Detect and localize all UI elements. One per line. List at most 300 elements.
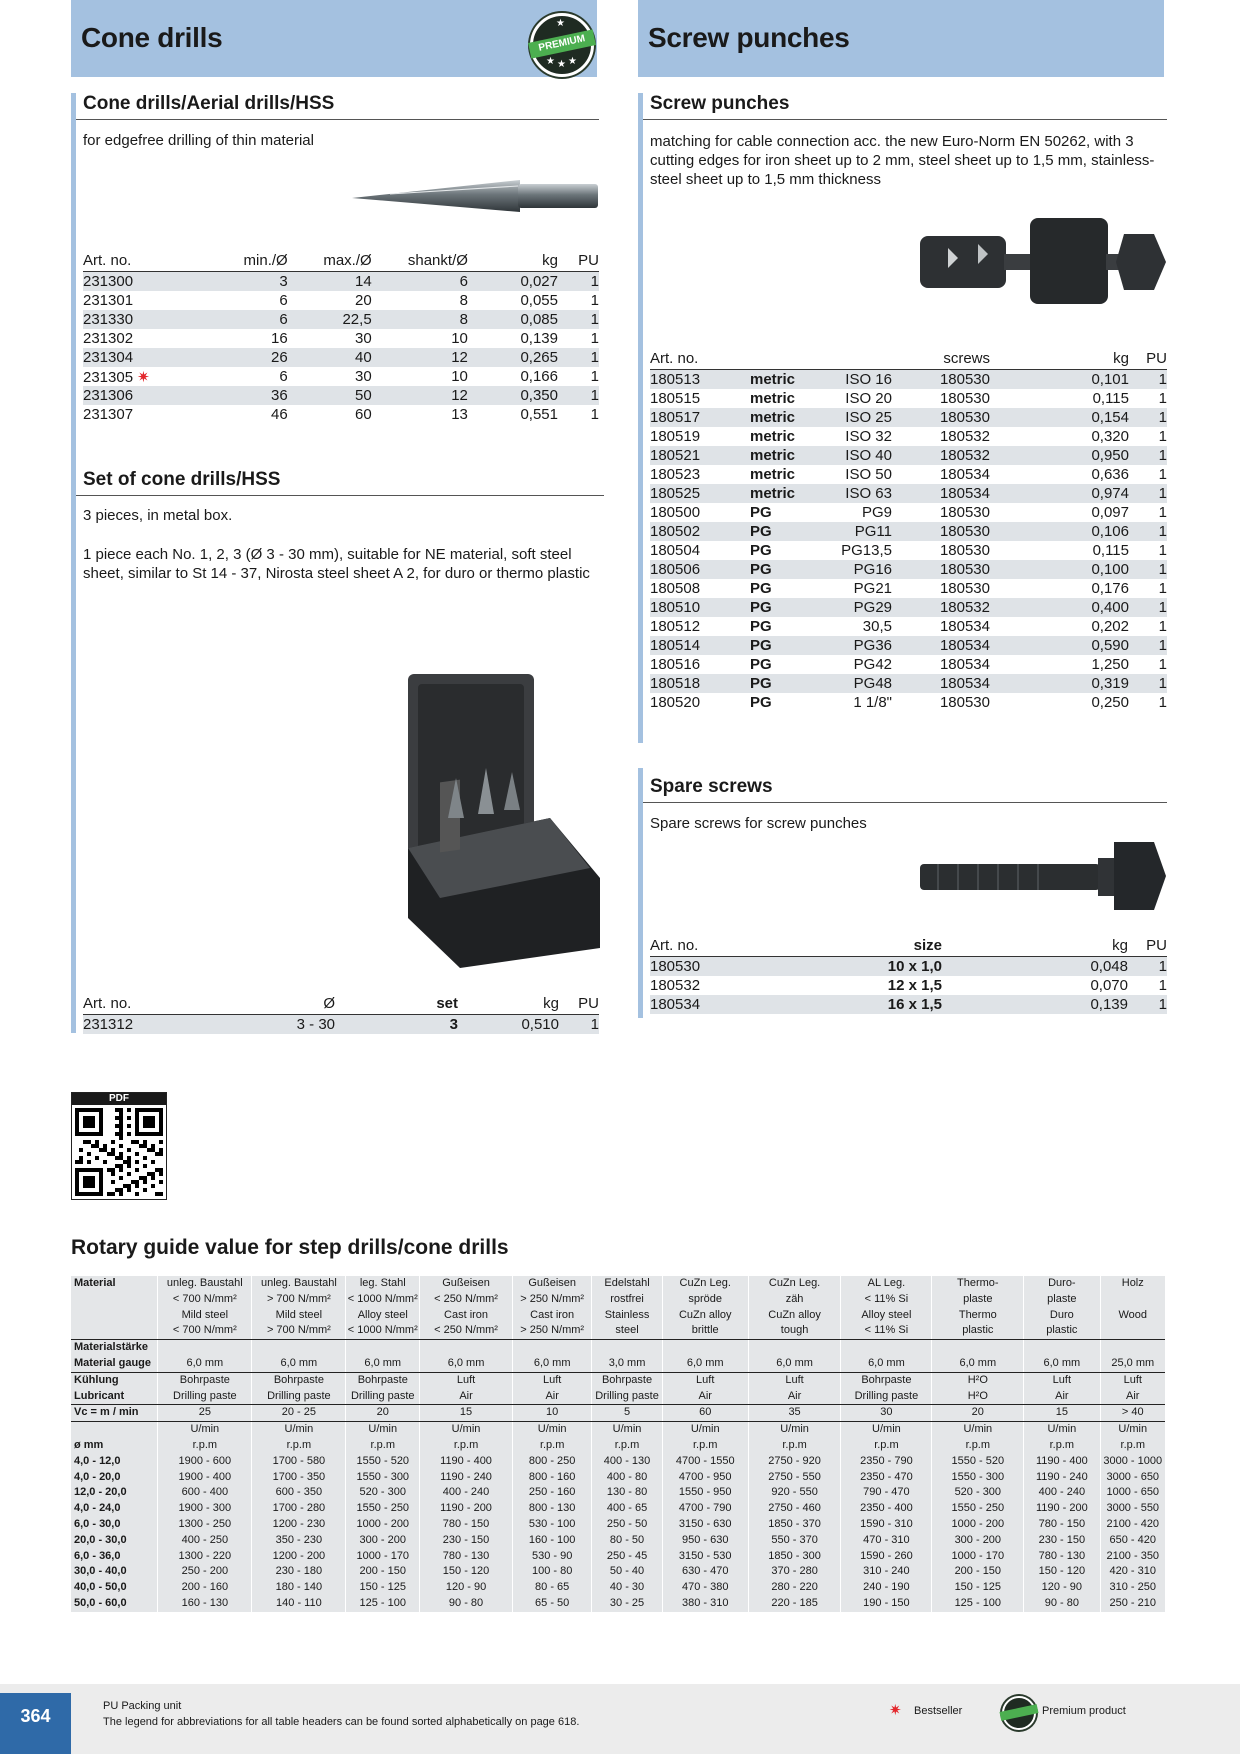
cell: Bohrpaste [158, 1372, 252, 1388]
cell: 530 - 100 [512, 1517, 591, 1533]
cell: PG [750, 560, 830, 579]
cell: 1190 - 200 [1024, 1501, 1100, 1517]
premium-legend-icon [1002, 1696, 1036, 1730]
cell: 26 [206, 348, 288, 367]
cell: 1 [1158, 466, 1167, 483]
cell: 1900 - 400 [158, 1470, 252, 1486]
set-line-2: 1 piece each No. 1, 2, 3 (Ø 3 - 30 mm), suitable for NE material, soft steel sheet, similar to St 14 - 37, Nirosta steel sheet A 2, for duro or thermo plastic [83, 546, 590, 582]
cell: 231305 ✷ [83, 368, 150, 386]
cell: 180530 [939, 542, 990, 559]
cell: 2100 - 420 [1100, 1517, 1165, 1533]
table-row [650, 541, 1167, 560]
column-header: Art. no. [83, 994, 223, 1015]
cell: 180520 [650, 694, 701, 711]
cell: 1550 - 520 [932, 1454, 1024, 1470]
cell: Gußeisen [512, 1276, 591, 1292]
cell: 200 - 150 [346, 1564, 420, 1580]
table-row [650, 693, 1167, 712]
cell: 100 - 80 [512, 1564, 591, 1580]
cell: 46 [271, 406, 288, 423]
cell: Air [512, 1389, 591, 1405]
column-header: min./Ø [206, 251, 288, 272]
table-row [83, 1015, 599, 1035]
cell: 180517 [650, 408, 750, 427]
cell: Mild steel [252, 1308, 346, 1324]
table-row [83, 291, 599, 310]
cell: 350 - 230 [252, 1533, 346, 1549]
cell: 0,027 [468, 272, 558, 292]
cell: 3000 - 650 [1100, 1470, 1165, 1486]
cell: 0,265 [468, 348, 558, 367]
cell: 520 - 300 [932, 1485, 1024, 1501]
cell: 1900 - 300 [158, 1501, 252, 1517]
cell: 6,0 mm [346, 1356, 420, 1372]
cell: plaste [1024, 1292, 1100, 1308]
cell: 1 [1129, 446, 1167, 465]
cell: 2750 - 550 [748, 1470, 841, 1486]
cell: 0,974 [990, 484, 1129, 503]
table-row [650, 957, 1167, 977]
table-row [71, 1501, 1165, 1517]
cell: r.p.m [252, 1438, 346, 1454]
cell: PG [750, 522, 830, 541]
cell: U/min [748, 1422, 841, 1438]
cell: 1000 - 200 [932, 1517, 1024, 1533]
cell: ISO 50 [845, 466, 892, 483]
cell: 1 [1158, 618, 1167, 635]
cell: r.p.m [662, 1438, 748, 1454]
qr-code[interactable] [71, 1092, 167, 1200]
cell: 1 [1129, 522, 1167, 541]
cell: 1700 - 280 [252, 1501, 346, 1517]
column-header: PU [1128, 936, 1167, 957]
table-row [650, 674, 1167, 693]
row-label: Materialstärke [71, 1340, 158, 1356]
cell: U/min [932, 1422, 1024, 1438]
cell: 30 [354, 368, 372, 385]
cell: 370 - 280 [748, 1564, 841, 1580]
cell: 120 - 90 [1024, 1580, 1100, 1596]
cell: 1 [1158, 504, 1167, 521]
cell: 180532 [892, 446, 990, 465]
metal-box-image [400, 668, 602, 968]
table-row [650, 598, 1167, 617]
cell: U/min [420, 1422, 513, 1438]
table-row [650, 389, 1167, 408]
cell: 400 - 130 [592, 1454, 662, 1470]
cell: 1 [1129, 370, 1167, 390]
cell: 1190 - 240 [1024, 1470, 1100, 1486]
cell: 90 - 80 [420, 1596, 513, 1612]
page-number: 364 [0, 1693, 71, 1754]
cell: 1000 - 170 [346, 1549, 420, 1565]
cell: Drilling paste [592, 1389, 662, 1405]
cell: 60 [354, 406, 372, 423]
row-label [71, 1292, 158, 1308]
cell: 1 [559, 1015, 599, 1035]
cell: 1 [558, 348, 599, 367]
cell: 10 [451, 330, 468, 347]
premium-legend-label: Premium product [1042, 1705, 1126, 1717]
cell: CuZn Leg. [662, 1276, 748, 1292]
qr-code-icon [75, 1108, 163, 1196]
cell: 2750 - 460 [748, 1501, 841, 1517]
cell: 150 - 120 [1024, 1564, 1100, 1580]
cell: plastic [1024, 1323, 1100, 1339]
cell: < 1000 N/mm² [346, 1323, 420, 1339]
cell: 14 [288, 272, 372, 292]
cell: steel [592, 1323, 662, 1339]
table-row [71, 1454, 1165, 1470]
table-row [83, 386, 599, 405]
cell: 1190 - 240 [420, 1470, 513, 1486]
rotary-title: Rotary guide value for step drills/cone drills [71, 1236, 509, 1259]
column-header: kg [458, 994, 559, 1015]
cell [420, 1340, 513, 1356]
cell: metric [750, 466, 796, 483]
cell: r.p.m [932, 1438, 1024, 1454]
cell: 180534 [650, 995, 780, 1014]
set-cone-drills-title: Set of cone drills/HSS [76, 469, 604, 496]
cell: 790 - 470 [841, 1485, 932, 1501]
cell: metric [750, 484, 830, 503]
cell: U/min [1100, 1422, 1165, 1438]
screw-punches-description: matching for cable connection acc. the new Euro-Norm EN 50262, with 3 cutting edges for iron sheet up to 2 mm, steel sheet up to 1,5 mm, stainless-steel sheet up to 1,5 mm thickness [650, 133, 1155, 188]
cell: 3 [206, 272, 288, 292]
cell: 0,636 [1091, 466, 1129, 483]
left-section-bar [71, 93, 76, 1033]
table-header-row [83, 994, 599, 1015]
cell: Luft [1100, 1372, 1165, 1388]
cone-drills-section [76, 93, 599, 149]
cell: Alloy steel [841, 1308, 932, 1324]
cell: 800 - 250 [512, 1454, 591, 1470]
cell: 231301 [83, 292, 134, 309]
cell: < 250 N/mm² [420, 1323, 513, 1339]
cell: 0,139 [520, 330, 558, 347]
cell: PG [750, 674, 830, 693]
cell: 180530 [939, 390, 990, 407]
cell: r.p.m [1024, 1438, 1100, 1454]
right-header-title: Screw punches [648, 22, 850, 53]
cell: 35 [748, 1405, 841, 1422]
cell: 0,176 [1091, 580, 1129, 597]
cell: zäh [748, 1292, 841, 1308]
cell: tough [748, 1323, 841, 1339]
cell: 0,320 [1091, 428, 1129, 445]
cell: 231306 [83, 386, 206, 405]
qr-pdf-label: PDF [72, 1093, 166, 1105]
cell: 12 [372, 386, 468, 405]
cell: 1300 - 220 [158, 1549, 252, 1565]
table-header-row [650, 349, 1167, 370]
cell: 6,0 mm [252, 1356, 346, 1372]
column-header [750, 349, 830, 370]
cell: 240 - 190 [841, 1580, 932, 1596]
table-row [71, 1470, 1165, 1486]
table-row [650, 465, 1167, 484]
cell: 231300 [83, 272, 206, 292]
cell: Air [1100, 1389, 1165, 1405]
table-row [83, 348, 599, 367]
cell: 0,085 [468, 310, 558, 329]
cell: 780 - 150 [1024, 1517, 1100, 1533]
cell: 200 - 160 [158, 1580, 252, 1596]
row-label [71, 1323, 158, 1339]
cell: 125 - 100 [932, 1596, 1024, 1612]
cell: 3000 - 1000 [1100, 1454, 1165, 1470]
cell: Bohrpaste [841, 1372, 932, 1388]
cell: 470 - 380 [662, 1580, 748, 1596]
cell [748, 1340, 841, 1356]
cell: 180521 [650, 446, 750, 465]
table-row [650, 484, 1167, 503]
spare-screws-section [643, 776, 1167, 832]
cell: 2350 - 470 [841, 1470, 932, 1486]
cell: Duro [1024, 1308, 1100, 1324]
screw-punch-image [918, 214, 1168, 310]
table-row [71, 1372, 1165, 1388]
table-row [71, 1323, 1165, 1339]
row-label: 40,0 - 50,0 [71, 1580, 158, 1596]
set-cone-drills-section [71, 469, 604, 496]
cell: 1850 - 300 [748, 1549, 841, 1565]
cell: 180506 [650, 560, 750, 579]
table-row [650, 427, 1167, 446]
cell: 800 - 160 [512, 1470, 591, 1486]
cell: spröde [662, 1292, 748, 1308]
cell: 300 - 200 [932, 1533, 1024, 1549]
cell: Cast iron [420, 1308, 513, 1324]
cell: 22,5 [288, 310, 372, 329]
cell: Bohrpaste [346, 1372, 420, 1388]
table-row [71, 1308, 1165, 1324]
cell: ISO 16 [830, 370, 892, 390]
cell [1024, 1340, 1100, 1356]
spare-screws-title: Spare screws [643, 776, 1167, 803]
premium-badge-icon: ★ PREMIUM ★ ★ ★ [530, 13, 594, 77]
cell: < 250 N/mm² [420, 1292, 513, 1308]
cell: 180514 [650, 636, 750, 655]
cell: > 40 [1100, 1405, 1165, 1422]
cell: 1 [1158, 694, 1167, 711]
table-row [83, 272, 599, 292]
cell: 15 [420, 1405, 513, 1422]
table-row [650, 636, 1167, 655]
cell: Drilling paste [841, 1389, 932, 1405]
spare-screws-description: Spare screws for screw punches [650, 815, 867, 832]
cell: PG [750, 542, 772, 559]
cell: 180515 [650, 390, 701, 407]
cell: 1 [1128, 995, 1167, 1014]
cell: 30 [841, 1405, 932, 1422]
row-label: Kühlung [71, 1372, 158, 1388]
cell: ISO 25 [830, 408, 892, 427]
cell: unleg. Baustahl [252, 1276, 346, 1292]
cell: 1 [1158, 977, 1167, 994]
cell: 231302 [83, 330, 134, 347]
cell: 12 [372, 348, 468, 367]
cell: Luft [748, 1372, 841, 1388]
cell: 0,319 [990, 674, 1129, 693]
cell: Thermo [932, 1308, 1024, 1324]
cell: 0,551 [520, 406, 558, 423]
cell: U/min [512, 1422, 591, 1438]
table-row [650, 446, 1167, 465]
cell: Air [420, 1389, 513, 1405]
left-header-band [71, 0, 597, 77]
cell: 180525 [650, 484, 750, 503]
column-header: shankt/Ø [372, 251, 468, 272]
cell: 180534 [892, 636, 990, 655]
cell: 0,139 [942, 995, 1128, 1014]
cell: PG11 [830, 522, 892, 541]
screw-punches-table [650, 349, 1167, 712]
cell: 6,0 mm [1024, 1356, 1100, 1372]
cell: 300 - 200 [346, 1533, 420, 1549]
cell: 180530 [939, 504, 990, 521]
cell: 470 - 310 [841, 1533, 932, 1549]
cell: 3,0 mm [592, 1356, 662, 1372]
cell: 0,350 [468, 386, 558, 405]
cell: 1 [590, 330, 599, 347]
cell: 310 - 240 [841, 1564, 932, 1580]
cell: 1 [558, 386, 599, 405]
cell: 180504 [650, 542, 701, 559]
cell: 190 - 150 [841, 1596, 932, 1612]
cell: 0,154 [990, 408, 1129, 427]
cell [932, 1340, 1024, 1356]
cell: 1 1/8" [853, 694, 892, 711]
cell: 1200 - 230 [252, 1517, 346, 1533]
table-row [83, 310, 599, 329]
cell: 180502 [650, 522, 750, 541]
legend-note: The legend for abbreviations for all table headers can be found sorted alphabetically on page 618. [103, 1716, 580, 1728]
cell: 530 - 90 [512, 1549, 591, 1565]
screw-punches-title: Screw punches [643, 93, 1167, 120]
cell: 0,106 [990, 522, 1129, 541]
cell: 780 - 150 [420, 1517, 513, 1533]
cell: 250 - 210 [1100, 1596, 1165, 1612]
cell: 180500 [650, 504, 701, 521]
cell: 230 - 150 [1024, 1533, 1100, 1549]
cell: > 700 N/mm² [252, 1292, 346, 1308]
cell: 1550 - 300 [346, 1470, 420, 1486]
cell: rostfrei [592, 1292, 662, 1308]
cell: 1,250 [1091, 656, 1129, 673]
cell: 0,400 [990, 598, 1129, 617]
column-header: kg [990, 349, 1129, 370]
cell: 1 [1129, 408, 1167, 427]
cell: 630 - 470 [662, 1564, 748, 1580]
cell: H²O [932, 1372, 1024, 1388]
cell: 8 [459, 292, 468, 309]
table-row [71, 1389, 1165, 1405]
row-label: Material [71, 1276, 158, 1292]
cell: 8 [372, 310, 468, 329]
cell: Holz [1100, 1276, 1165, 1292]
left-header-title: Cone drills [81, 22, 223, 53]
cell: 0,166 [520, 368, 558, 385]
cell: 3 [335, 1015, 458, 1035]
cell: 1550 - 250 [932, 1501, 1024, 1517]
cell: Drilling paste [252, 1389, 346, 1405]
cell: 16 [271, 330, 288, 347]
cell: 180 - 140 [252, 1580, 346, 1596]
table-row [650, 976, 1167, 995]
cell: 0,202 [1091, 618, 1129, 635]
cell: 180534 [939, 618, 990, 635]
cell: metric [750, 370, 830, 390]
cell: 231304 [83, 348, 206, 367]
cell: brittle [662, 1323, 748, 1339]
cell [1100, 1323, 1165, 1339]
pu-note: PU Packing unit [103, 1700, 182, 1712]
cell [158, 1340, 252, 1356]
table-row [71, 1276, 1165, 1292]
row-label: 4,0 - 24,0 [71, 1501, 158, 1517]
cell: 1590 - 260 [841, 1549, 932, 1565]
bestseller-legend-icon: ✷ [889, 1702, 902, 1719]
cell: 120 - 90 [420, 1580, 513, 1596]
cell: PG [750, 504, 772, 521]
cell: 1 [558, 272, 599, 292]
cell: 80 - 65 [512, 1580, 591, 1596]
column-header: kg [942, 936, 1128, 957]
cell: PG [750, 636, 830, 655]
table-row [71, 1517, 1165, 1533]
cell: Air [1024, 1389, 1100, 1405]
row-label: ø mm [71, 1438, 158, 1454]
cell: 1550 - 950 [662, 1485, 748, 1501]
cell: 10 x 1,0 [780, 957, 942, 977]
cell: 180512 [650, 618, 701, 635]
cell: 180519 [650, 428, 701, 445]
cell: 180508 [650, 580, 701, 597]
cone-drills-table [83, 251, 599, 424]
cell: r.p.m [420, 1438, 513, 1454]
bestseller-legend-label: Bestseller [914, 1705, 963, 1717]
cell: r.p.m [1100, 1438, 1165, 1454]
cell: Drilling paste [346, 1389, 420, 1405]
row-label: 30,0 - 40,0 [71, 1564, 158, 1580]
cell: 6,0 mm [932, 1356, 1024, 1372]
cell: Edelstahl [592, 1276, 662, 1292]
row-label: Vc = m / min [71, 1405, 158, 1422]
cell: 0,115 [1092, 542, 1129, 559]
cell: r.p.m [592, 1438, 662, 1454]
cell: PG42 [853, 656, 892, 673]
set-cone-drills-table [83, 994, 599, 1034]
cell: Bohrpaste [592, 1372, 662, 1388]
cone-drill-image [350, 176, 600, 216]
cone-drills-title: Cone drills/Aerial drills/HSS [76, 93, 599, 120]
table-row [71, 1549, 1165, 1565]
cell: Alloy steel [346, 1308, 420, 1324]
column-header: Art. no. [650, 936, 780, 957]
cell: 40 [288, 348, 372, 367]
row-label: Lubricant [71, 1389, 158, 1405]
cell: 1 [1158, 428, 1167, 445]
cell: 1300 - 250 [158, 1517, 252, 1533]
cell: 780 - 130 [1024, 1549, 1100, 1565]
cell: 180530 [892, 408, 990, 427]
cell: 950 - 630 [662, 1533, 748, 1549]
cell: 231312 [83, 1015, 223, 1035]
cell: 50 [288, 386, 372, 405]
cell: 180518 [650, 674, 750, 693]
cell: 0,070 [1090, 977, 1128, 994]
